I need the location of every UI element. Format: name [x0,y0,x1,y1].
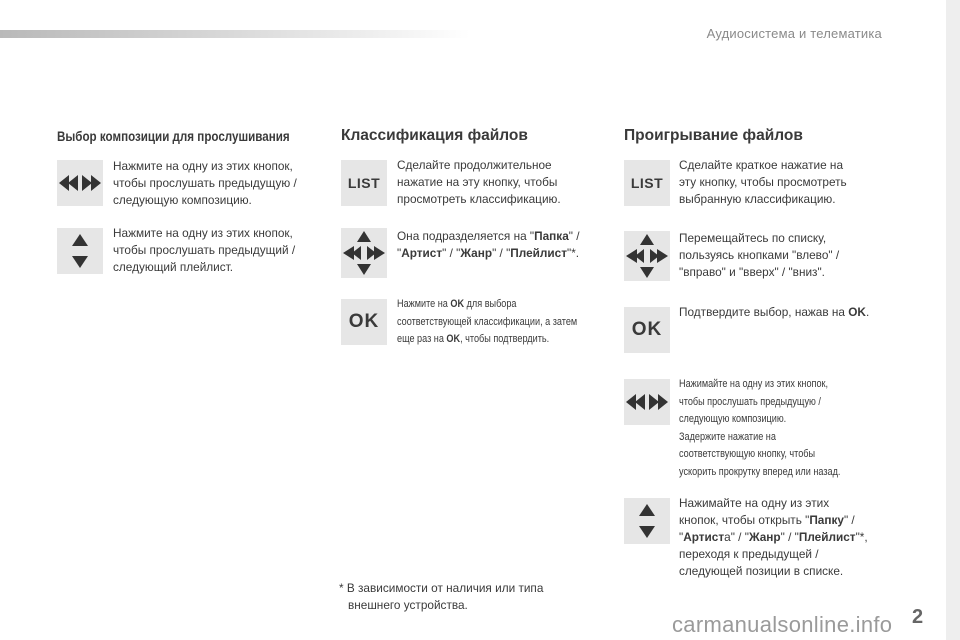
navigation-cross-button [341,228,387,278]
playback-text-4: Нажимайте на одну из этих кнопок, чтобы прослушать предыдущую / следующую композицию. Задержите нажатие на соответствующую кнопку, чтобы ускорить прокрутку вперед или назад. [679,378,841,478]
prev-next-playlist-button [57,228,103,274]
up-down-arrows-icon [70,232,90,270]
navigation-cross-button-2 [624,231,670,281]
list-button-2 [624,160,670,206]
seek-track-button [624,379,670,425]
header-gradient-bar [0,30,470,38]
classification-text-1: Сделайте продолжительное нажатие на эту кнопку, чтобы просмотреть классификацию. [397,158,561,206]
rewind-forward-icon [57,173,103,193]
list-button-2-label: LIST [630,175,664,191]
select-track-title: Выбор композиции для прослушивания [57,129,290,144]
four-way-arrows-icon [342,230,386,276]
playback-text-2: Перемещайтесь по списку, пользуясь кнопками "влево" / "вправо" и "вверх" / "вниз". [679,231,840,279]
watermark: carmanualsonline.info [672,612,893,637]
playback-title: Проигрывание файлов [624,127,803,144]
up-down-arrows-icon [637,502,657,540]
select-track-text-2: Нажмите на одну из этих кнопок, чтобы прослушать предыдущий / следующий плейлист. [113,226,296,274]
playback-text-1: Сделайте краткое нажатие на эту кнопку, чтобы просмотреть выбранную классификацию. [679,158,847,206]
rewind-forward-icon [624,392,670,412]
list-button [341,160,387,206]
chapter-title: Аудиосистема и телематика [706,26,882,41]
folder-up-down-button [624,498,670,544]
ok-button [341,299,387,345]
playback-text-5: Нажимайте на одну из этих кнопок, чтобы открыть "Папку" / "Артиста" / "Жанр" / "Плейлист"*, переходя к предыдущей / следующей позиции в списке. [679,496,868,578]
playback-text-3: Подтвердите выбор, нажав на OK. [679,305,870,319]
classification-text-3: Нажмите на OK для выбора соответствующей классификации, а затем еще раз на OK, чтобы подтвердить. [397,298,578,345]
list-button-label: LIST [347,175,381,191]
page-edge-strip [946,0,960,640]
prev-next-track-button [57,160,103,206]
ok-button-label: OK [348,311,380,332]
ok-button-2 [624,307,670,353]
classification-title: Классификация файлов [341,127,528,144]
page-number: 2 [912,606,924,628]
footnote: * В зависимости от наличия или типа внешнего устройства. [339,581,544,612]
ok-button-2-label: OK [631,319,663,340]
classification-text-2: Она подразделяется на "Папка" / "Артист" / "Жанр" / "Плейлист"*. [397,229,580,260]
four-way-arrows-icon [625,233,669,279]
select-track-text-1: Нажмите на одну из этих кнопок, чтобы прослушать предыдущую / следующую композицию. [113,159,297,207]
